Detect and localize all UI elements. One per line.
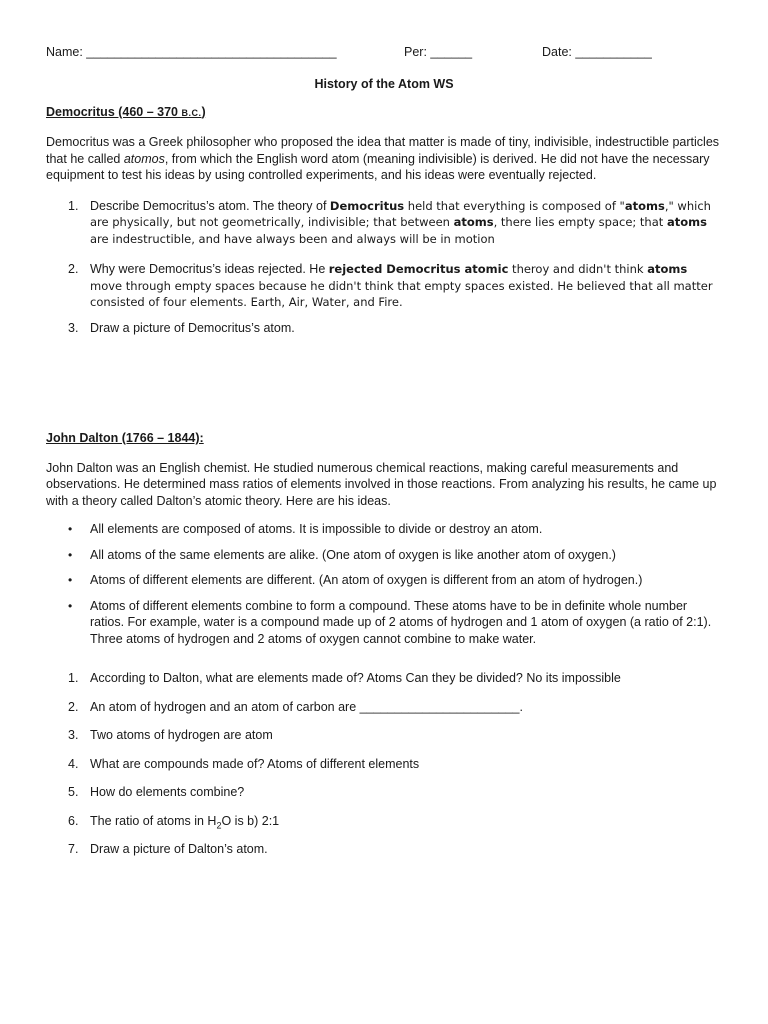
dalton-intro: John Dalton was an English chemist. He studied numerous chemical reactions, making careful measurements and observations. He determined mass ratios of elements involved in those reactions. From analyzing his results, he came up with a theory called Dalton’s atomic theory. Here are his ideas. [46,460,717,508]
democritus-question-3: 3. Draw a picture of Democritus’s atom. [68,320,295,335]
democritus-question-2: 2. Why were Democritus’s ideas rejected. He rejected Democritus atomic theroy and didn't think atoms move through empty spaces because he didn't think that empty spaces existed. He believed that all matter consisted of four elements. Earth, Air, Water, and Fire. [68,262,713,309]
page-title: History of the Atom WS [314,77,454,91]
dalton-question-5: 5. How do elements combine? [68,785,245,799]
dalton-idea: • All atoms of the same elements are alike. (One atom of oxygen is like another atom of oxygen.) [68,547,616,562]
name-field[interactable]: Name: ____________________________________ [46,45,337,59]
dalton-question-4: 4. What are compounds made of? Atoms of different elements [68,756,420,771]
date-field[interactable]: Date: ___________ [542,45,652,59]
dalton-question-3: 3. Two atoms of hydrogen are atom [68,728,273,742]
democritus-heading: Democritus (460 – 370 B.C.) [46,104,206,119]
dalton-questions [46,670,722,858]
democritus-question-1: 1. Describe Democritus’s atom. The theory of Democritus held that everything is composed of "atoms," which are physically, but not geometrically, indivisible; that between atoms, there lies empty space; that atoms are indestructible, and have always been and always will be in motion [68,198,711,246]
dalton-heading: John Dalton (1766 – 1844): [46,431,204,445]
bullet-icon: • [68,573,73,587]
period-field[interactable]: Per: ______ [404,45,473,59]
dalton-question-6: 6. The ratio of atoms in $H_2O$ is b) 2:1 [68,813,280,830]
dalton-idea: • Atoms of different elements combine to form a compound. These atoms have to be in definite whole number ratios. For example, water is a compound made up of 2 atoms of hydrogen and 1 atom of oxygen (a ratio of 2:1). Three atoms of hydrogen and 2 atoms of oxygen cannot combine to make water. [68,598,712,646]
dalton-idea: • Atoms of different elements are different. (An atom of oxygen is different from an atom of hydrogen.) [68,573,643,587]
dalton-ideas-list [46,521,722,647]
dalton-question-7: 7. Draw a picture of Dalton’s atom. [68,842,268,856]
dalton-question-2: 2. An atom of hydrogen and an atom of carbon are _______________________. [68,699,523,714]
democritus-questions [46,198,722,337]
bullet-icon: • [68,598,73,613]
bullet-icon: • [68,522,73,536]
democritus-intro: Democritus was a Greek philosopher who proposed the idea that matter is made of tiny, indivisible, indestructible particles that he called atomos, from which the English word atom (meaning indivisible) is derived. He did not have the necessary equipment to test his ideas by using controlled experiments, and his ideas were eventually rejected. [46,135,720,182]
dalton-question-1: 1. According to Dalton, what are elements made of? Atoms Can they be divided? No its impossible [68,671,621,685]
bullet-icon: • [68,547,73,562]
header-row [46,44,722,62]
dalton-idea: • All elements are composed of atoms. It is impossible to divide or destroy an atom. [68,522,543,536]
